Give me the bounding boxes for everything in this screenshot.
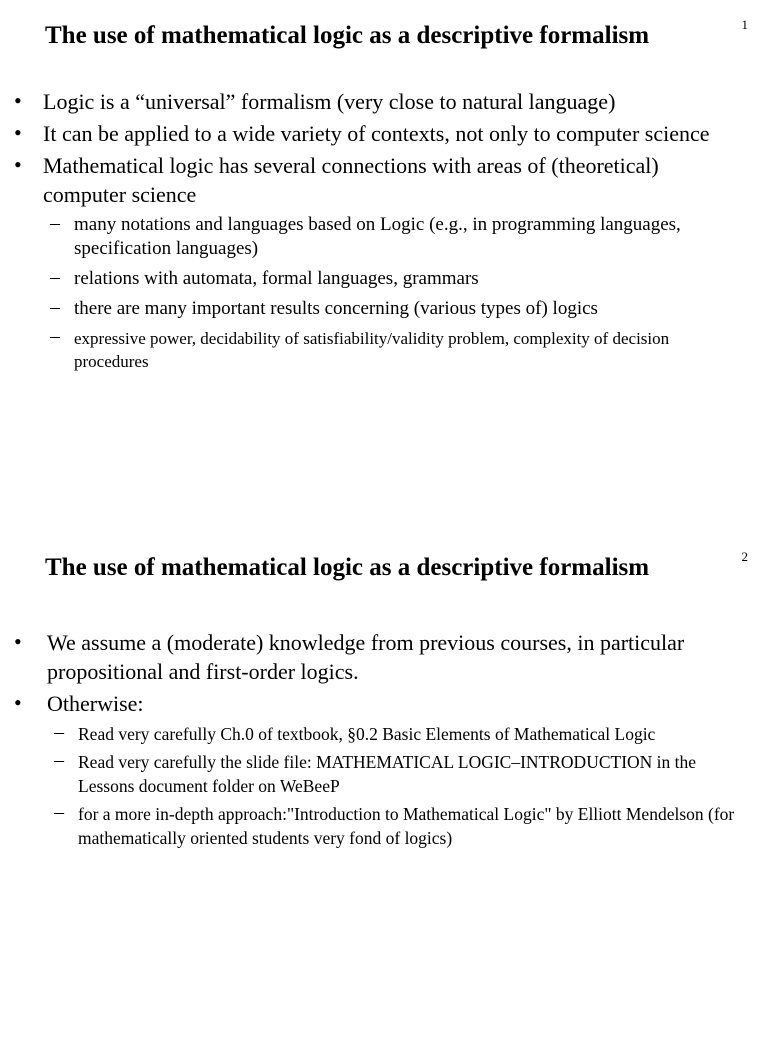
bullet-icon: • bbox=[14, 152, 22, 177]
sub-bullet-text: many notations and languages based on Logic (e.g., in programming languages, specification languages) bbox=[74, 214, 681, 259]
slide-2 bbox=[0, 532, 768, 1044]
bullet-text: Logic is a “universal” formalism (very close to natural language) bbox=[43, 89, 616, 114]
slide-number: 2 bbox=[741, 549, 748, 564]
bullet-text: Mathematical logic has several connections with areas of (theoretical) computer science bbox=[43, 153, 659, 207]
sub-bullet-text: for a more in-depth approach:"Introduction to Mathematical Logic" by Elliott Mendelson (for mathematically oriented students very fond of logics) bbox=[78, 804, 735, 848]
bullet-text: Otherwise: bbox=[47, 691, 144, 716]
bullet-icon: • bbox=[14, 690, 22, 715]
dash-icon: – bbox=[54, 749, 64, 771]
sub-bullet-item bbox=[47, 802, 737, 850]
dash-icon: – bbox=[50, 325, 60, 347]
dash-icon: – bbox=[50, 266, 60, 288]
sub-bullet-text: expressive power, decidability of satisfiability/validity problem, complexity of decision procedures bbox=[74, 329, 670, 371]
sub-bullet-item bbox=[43, 297, 723, 321]
bullet-list bbox=[0, 628, 737, 854]
bullet-item bbox=[0, 689, 737, 850]
slide-number: 1 bbox=[741, 17, 748, 32]
bullet-text: It can be applied to a wide variety of contexts, not only to computer science bbox=[43, 121, 710, 146]
sub-bullet-item bbox=[47, 722, 737, 746]
sub-bullet-list bbox=[43, 213, 723, 373]
bullet-item bbox=[0, 119, 723, 148]
sub-bullet-item bbox=[43, 213, 723, 261]
bullet-list bbox=[0, 87, 723, 379]
sub-bullet-text: there are many important results concerning (various types of) logics bbox=[74, 298, 598, 319]
dash-icon: – bbox=[54, 721, 64, 743]
sub-bullet-item bbox=[47, 750, 737, 798]
slide-title: The use of mathematical logic as a descriptive formalism bbox=[45, 22, 650, 49]
slide-1 bbox=[0, 0, 768, 512]
bullet-item bbox=[0, 151, 723, 373]
dash-icon: – bbox=[50, 296, 60, 318]
bullet-text: We assume a (moderate) knowledge from previous courses, in particular propositional and first-order logics. bbox=[47, 630, 685, 684]
slide-title: The use of mathematical logic as a descriptive formalism bbox=[45, 554, 650, 581]
bullet-icon: • bbox=[14, 629, 22, 654]
sub-bullet-item bbox=[43, 327, 723, 373]
sub-bullet-text: Read very carefully the slide file: MATHEMATICAL LOGIC–INTRODUCTION in the Lessons document folder on WeBeeP bbox=[78, 752, 697, 796]
bullet-icon: • bbox=[14, 88, 22, 113]
sub-bullet-text: Read very carefully Ch.0 of textbook, §0.2 Basic Elements of Mathematical Logic bbox=[78, 724, 656, 744]
sub-bullet-text: relations with automata, formal languages, grammars bbox=[74, 268, 479, 289]
bullet-item bbox=[0, 87, 723, 116]
bullet-item bbox=[0, 628, 737, 686]
dash-icon: – bbox=[50, 212, 60, 234]
sub-bullet-item bbox=[43, 267, 723, 291]
dash-icon: – bbox=[54, 801, 64, 823]
bullet-icon: • bbox=[14, 120, 22, 145]
sub-bullet-list bbox=[47, 722, 737, 850]
